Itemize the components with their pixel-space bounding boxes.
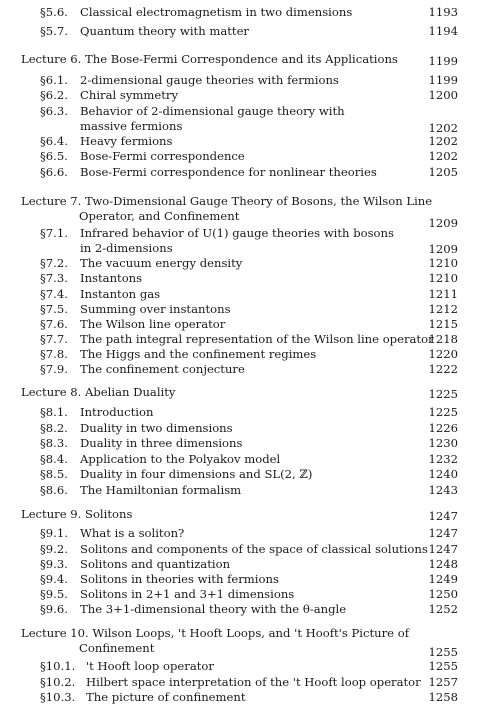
section-title: The Hamiltonian formalism [80,483,242,497]
section-title: The Higgs and the confinement regimes [80,347,317,361]
section-number: §7.5. [40,302,68,316]
toc-section-entry [0,104,486,119]
toc-lecture-entry [0,626,486,641]
toc-section-entry [0,421,486,436]
section-number: §7.3. [40,271,68,285]
section-heading [40,467,312,482]
section-heading [40,256,242,271]
toc-lecture-entry [0,507,486,522]
section-number: §7.2. [40,256,68,270]
page-number: 1202 [428,121,458,135]
section-heading [40,134,172,149]
toc-section-entry [0,88,486,103]
page-number: 1225 [428,405,458,419]
section-number: §10.3. [40,690,76,704]
toc-section-entry [0,483,486,498]
toc-lecture-entry [0,52,486,67]
section-heading [40,602,346,617]
section-title: Summing over instantons [80,302,231,316]
section-number: §7.7. [40,332,68,346]
toc-lecture-entry [0,385,486,400]
section-heading [40,526,184,541]
section-number: §10.2. [40,675,76,689]
lecture-title: Lecture 8. Abelian Duality [21,385,176,399]
toc-section-entry [0,302,486,317]
section-title: Duality in three dimensions [80,436,243,450]
toc-section-entry [0,226,486,241]
section-number: §9.1. [40,526,68,540]
toc-section-entry [0,332,486,347]
section-heading [40,587,294,602]
page-number: 1194 [428,24,458,38]
section-heading [40,452,280,467]
page-number: 1255 [428,659,458,673]
section-heading [40,436,242,451]
section-heading [40,572,279,587]
section-title: The vacuum energy density [80,256,243,270]
section-title: Classical electromagnetism in two dimensions [80,5,353,19]
section-heading [40,88,178,103]
section-title: Behavior of 2-dimensional gauge theory with [80,104,345,118]
section-title: 't Hooft loop operator [86,659,214,673]
section-number: §6.6. [40,165,68,179]
section-heading [40,557,230,572]
lecture-title: Lecture 7. Two-Dimensional Gauge Theory of Bosons, the Wilson Line [21,194,433,208]
section-title: What is a soliton? [80,526,185,540]
section-heading [40,317,225,332]
section-number: §7.1. [40,226,68,240]
section-number: §7.6. [40,317,68,331]
page-number: 1248 [428,557,458,571]
page-number: 1252 [428,602,458,616]
toc-section-entry [0,557,486,572]
page-number: 1247 [428,542,458,556]
page-number: 1240 [428,467,458,481]
section-heading [40,104,345,119]
section-title: Duality in four dimensions and SL(2, ℤ) [80,467,313,481]
toc-section-entry [0,452,486,467]
toc-section-entry [0,436,486,451]
toc-section-entry [0,602,486,617]
section-number: §9.6. [40,602,68,616]
title-continuation: Operator, and Confinement [79,209,240,223]
section-heading [40,302,231,317]
page-number: 1230 [428,436,458,450]
section-title: The confinement conjecture [80,362,245,376]
toc-section-entry [0,690,486,705]
section-heading [40,347,316,362]
page-number: 1220 [428,347,458,361]
page-number: 1199 [428,73,458,87]
section-number: §9.2. [40,542,68,556]
section-number: §10.1. [40,659,76,673]
toc-section-entry [0,347,486,362]
section-heading [40,5,352,20]
page-number: 1222 [428,362,458,376]
page-number: 1202 [428,149,458,163]
page-number: 1232 [428,452,458,466]
toc-section-entry [0,659,486,674]
section-heading [40,24,249,39]
section-title: Instantons [80,271,143,285]
section-title: The path integral representation of the Wilson line operator [80,332,434,346]
section-title: Solitons in 2+1 and 3+1 dimensions [80,587,295,601]
section-number: §6.5. [40,149,68,163]
page-number: 1243 [428,483,458,497]
page-number: 1249 [428,572,458,586]
section-title: Infrared behavior of U(1) gauge theories with bosons [80,226,394,240]
section-title: Chiral symmetry [80,88,178,102]
toc-continuation-line [0,119,486,134]
section-heading [40,271,142,286]
section-heading [40,405,153,420]
section-number: §7.9. [40,362,68,376]
toc-section-entry [0,587,486,602]
page-number: 1200 [428,88,458,102]
section-heading [40,149,245,164]
toc-section-entry [0,256,486,271]
toc-section-entry [0,73,486,88]
section-number: §9.3. [40,557,68,571]
section-heading [40,226,394,241]
section-number: §8.3. [40,436,68,450]
section-title: Solitons in theories with fermions [80,572,279,586]
toc-section-entry [0,271,486,286]
page-number: 1209 [428,242,458,256]
toc-section-entry [0,165,486,180]
section-title: Solitons and quantization [80,557,231,571]
section-title: Duality in two dimensions [80,421,233,435]
page-number: 1199 [428,54,458,68]
page-number: 1255 [428,645,458,659]
section-number: §5.7. [40,24,68,38]
title-continuation: Confinement [79,641,155,655]
section-title: Quantum theory with matter [80,24,249,38]
section-number: §7.8. [40,347,68,361]
section-heading [40,659,214,674]
section-number: §8.4. [40,452,68,466]
section-heading [40,483,241,498]
toc-section-entry [0,287,486,302]
toc-section-entry [0,149,486,164]
section-heading [40,421,233,436]
section-number: §8.2. [40,421,68,435]
toc-section-entry [0,362,486,377]
page-number: 1212 [428,302,458,316]
section-heading [40,73,339,88]
page-number: 1226 [428,421,458,435]
section-heading [40,287,160,302]
lecture-title: Lecture 6. The Bose-Fermi Correspondence and its Applications [21,52,398,66]
toc-section-entry [0,5,486,20]
toc-section-entry [0,134,486,149]
toc-section-entry [0,526,486,541]
page-number: 1210 [428,271,458,285]
section-title: Application to the Polyakov model [80,452,281,466]
section-number: §5.6. [40,5,68,19]
section-number: §8.5. [40,467,68,481]
section-heading [40,362,245,377]
section-title: Instanton gas [80,287,161,301]
section-number: §6.4. [40,134,68,148]
section-number: §8.1. [40,405,68,419]
section-number: §6.2. [40,88,68,102]
page-number: 1211 [428,287,458,301]
page-number: 1215 [428,317,458,331]
section-number: §9.4. [40,572,68,586]
toc-continuation-line [0,209,486,230]
section-heading [40,542,428,557]
section-title: Heavy fermions [80,134,173,148]
page-number: 1250 [428,587,458,601]
toc-section-entry [0,467,486,482]
title-continuation: massive fermions [80,119,183,133]
section-heading [40,332,434,347]
section-title: Solitons and components of the space of classical solutions [80,542,428,556]
page-number: 1247 [428,526,458,540]
section-title: Introduction [80,405,154,419]
page-number: 1210 [428,256,458,270]
section-number: §7.4. [40,287,68,301]
page-number: 1205 [428,165,458,179]
toc-section-entry [0,317,486,332]
page-number: 1209 [428,216,458,230]
toc-lecture-entry [0,194,486,209]
page-number: 1247 [428,509,458,523]
page-number: 1257 [428,675,458,689]
toc-section-entry [0,542,486,557]
section-heading [40,165,377,180]
section-title: The 3+1-dimensional theory with the θ-angle [80,602,347,616]
title-continuation: in 2-dimensions [80,241,173,255]
section-heading [40,675,421,690]
section-number: §6.3. [40,104,68,118]
lecture-title: Lecture 10. Wilson Loops, 't Hooft Loops, and 't Hooft's Picture of [21,626,409,640]
page-number: 1225 [428,387,458,401]
section-number: §8.6. [40,483,68,497]
section-number: §6.1. [40,73,68,87]
section-title: Bose-Fermi correspondence for nonlinear theories [80,165,377,179]
toc-section-entry [0,675,486,690]
section-title: The picture of confinement [86,690,246,704]
toc-continuation-line [0,641,486,659]
toc-section-entry [0,24,486,39]
section-title: Bose-Fermi correspondence [80,149,245,163]
section-number: §9.5. [40,587,68,601]
toc-continuation-line [0,241,486,256]
section-title: 2-dimensional gauge theories with fermions [80,73,339,87]
section-title: Hilbert space interpretation of the 't Hooft loop operator [86,675,421,689]
page-number: 1193 [428,5,458,19]
lecture-title: Lecture 9. Solitons [21,507,133,521]
page-number: 1202 [428,134,458,148]
toc-section-entry [0,405,486,420]
page-number: 1218 [428,332,458,346]
section-heading [40,690,246,705]
toc-section-entry [0,572,486,587]
section-title: The Wilson line operator [80,317,226,331]
page-number: 1258 [428,690,458,704]
